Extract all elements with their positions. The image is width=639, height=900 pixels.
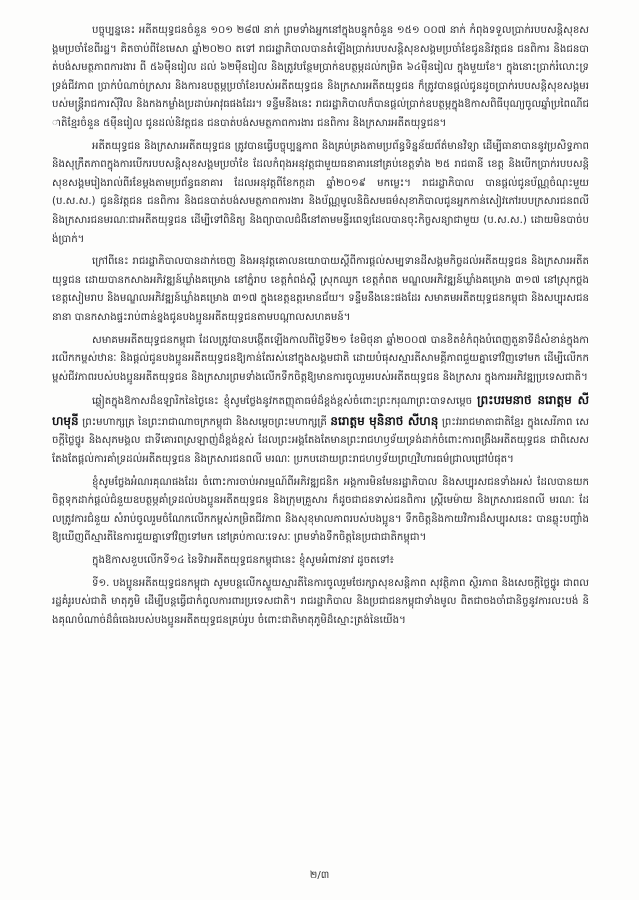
page-number: ២/៣: [309, 870, 330, 881]
paragraph-5-tail: ព្រះវររាជមាតាជាតិខ្មែរ ក្នុងសេរីភាព សេចក្តីថ្លៃថ្នូរ និងសុភមង្គល ជាទីគោរពស្រឡាញ់ដ៏ខ្ពង់ខ្ពស់ ដែលព្រះអង្គតែងតែមានព្រះរាជហឫទ័យទ្រង់ដាក់ចំពោះការពង្រឹងអតីតយុទ្ធជន ជាពិសេសតែងតែផ្តល់ការគាំទ្រដល់អតីតយុទ្ធជន និងក្រសារជនពលី មរណៈ ប្រកបដោយព្រះរាជហឫទ័យព្រហ្មវិហារធម៌ជ្រាលជ្រៅបំផុត។: [52, 416, 589, 466]
paragraph-2: អតីតយុទ្ធជន និងក្រសារអតីតយុទ្ធជន ត្រូវបានធ្វើបច្ចុប្បន្នភាព និងគ្រប់គ្រងតាមប្រព័ន្ធទិន្នន័យព័ត៌មានវិទ្យា ដើម្បីធានាបាននូវប្រសិទ្ធភាព និងសុក្រឹតភាពក្នុងការបើករបបសន្តិសុខសង្គមប្រចាំខែ ដែលកំពុងអនុវត្តជាមួយធនាគារនៅគ្រប់ខេត្តទាំង ២៥ រាជធានី ខេត្ត និងបើកប្រាក់របបសន្តិសុខសង្គមរៀងរាល់ពីរខែម្តងតាមប្រព័ន្ធធនាគារ ដែលអនុវត្តពីខែកក្កដា ឆ្នាំ២០១៩ មកម្លេះ។ រាជរដ្ឋាភិបាល បានផ្តល់ជូនប័ណ្ណចំណុះមួយ (ប.ស.ស.) ជូននិវត្តជន ជនពិការ និងជនបាត់បង់សមត្ថភាពការងារ និងប័ណ្ណមូលនិធិសមធម៌សុខាភិបាលជូនអ្នកកាន់សៀវភៅរបបក្រសារជនពលី និងក្រសារជនមរណៈជាអតីតយុទ្ធជន ដើម្បីទៅពិនិត្យ និងព្យាបាលជំងឺនៅតាមមន្ទីរពេទ្យដែលបានចុះកិច្ចសន្យាជាមួយ (ប.ស.ស.) ដោយមិនបាច់បង់ប្រាក់។: [52, 140, 589, 245]
paragraph-8: ទី១. បងប្អូនអតីតយុទ្ធជនកម្ពុជា សូមបន្តលើកស្ទួយស្មារតីនៃការចូលរួមថែរក្សាសុខសន្តិភាព សុវត្ថិភាព ស្ថិរភាព និងសេចក្តីថ្លៃថ្នូរ ជាពលរដ្ឋគំរូរបស់ជាតិ មាតុភូមិ ដើម្បីបន្តធ្វើជាកំពូលការពារប្រទេសជាតិ។ រាជរដ្ឋាភិបាល និងប្រជាជនកម្ពុជាទាំងមូល ពិតជាចងចាំជានិច្ចនូវការលះបង់ និងគុណបំណាច់ដ៏ធំធេងរបស់បងប្អូនអតីតយុទ្ធជនគ្រប់រូប ចំពោះជាតិមាតុភូមិដ៏ស្មោះត្រង់នៃយើង។: [52, 577, 589, 626]
paragraph-5-lead: ឆ្លៀតក្នុងឱកាសដ៏ឧឡារិកនៃថ្ងៃនេះ ខ្ញុំសូមថ្លែងនូវកតញ្ញុតាធម៌ដ៏ខ្ពង់ខ្ពស់ចំពោះព្រះករុណាព្រះបាទសម្តេច: [92, 396, 473, 408]
paragraph-7: ក្នុងឱកាសខួបលើកទី១៤ នៃទិវាអតីតយុទ្ធជនកម្ពុជានេះ ខ្ញុំសូមអំពាវនាវ ដូចតទៅ៖: [92, 555, 394, 567]
queen-mother-name: នរោត្តម មុនិនាថ សីហនុ: [330, 413, 439, 428]
paragraph-4: សមាគមអតីតយុទ្ធជនកម្ពុជា ដែលត្រូវបានបង្កើតឡើងកាលពីថ្ងៃទី២១ ខែមិថុនា ឆ្នាំ២០០៧ បានខិតខំកំពុងបំពេញតួនាទីដ៏សំខាន់ក្នុងការលើកកម្ពស់ឋានៈ និងផ្តល់ជូនបងប្អូនអតីតយុទ្ធជនឱ្យកាន់តែរស់នៅក្នុងសង្គមជាតិ ដោយបំផុសស្មារតីសាមគ្គីភាពជួយគ្នាទៅវិញទៅមក ដើម្បីលើកកម្ពស់ជីវភាពរបស់បងប្អូនអតីតយុទ្ធជន និងក្រសារព្រមទាំងលើកទឹកចិត្តឱ្យមានការចូលរួមរបស់អតីតយុទ្ធជន និងក្រសារ ក្នុងការអភិវឌ្ឍប្រទេសជាតិ។: [52, 334, 589, 383]
paragraph-6: ខ្ញុំសូមថ្លែងអំណរគុណផងដែរ ចំពោះការចាប់អារម្មណ៍ពីអភិវឌ្ឍជនិក អង្គការមិនមែនរដ្ឋាភិបាល និងសប្បុរសជនទាំងអស់ ដែលបានយកចិត្តទុកដាក់ផ្តល់ជំនួយឧបត្ថម្ភគាំទ្រដល់បងប្អូនអតីតយុទ្ធជន និងក្រុមគ្រួសារ ក៏ដូចជាជនទាស់ជនពិការ ស្ត្រីមេម៉ាយ និងក្រសារជនពលី មរណៈ ដែលត្រូវការជំនួយ សំរាប់ចូលរួមចំណែកលើកកម្ពស់កម្រិតជីវភាព និងសុខុមាលភាពរបស់បងប្អូន។ ទឹកចិត្តនិងកាយវិការដ៏សប្បុរសនេះ បានឆ្លុះបញ្ចាំងឱ្យឃើញពីស្មារតីនៃការជួយគ្នាទៅវិញទៅមក នៅគ្រប់កាលៈទេសៈ ព្រមទាំងទឹកចិត្តនៃប្រជាជាតិកម្ពុជា។: [52, 476, 589, 544]
paragraph-3: ក្រៅពីនេះ រាជរដ្ឋាភិបាលបានដាក់ចេញ និងអនុវត្តគោលនយោបាយស្តីពីការផ្តល់សម្បទានដីសង្គមកិច្ចដល់អតីតយុទ្ធជន និងក្រសារអតីតយុទ្ធជន ដោយបានកសាងអភិវឌ្ឍន៍ឃ្លាំងគម្រោង នៅភ្នំរាប ខេត្តកំពង់ស្ពឺ ស្រុកឈូក ខេត្តកំពត មណ្ឌលអភិវឌ្ឍន៍ឃ្លាំងគម្រោង ៣១៧ នៅស្រុកថ្ពង ខេត្តសៀមរាប និងមណ្ឌលអភិវឌ្ឍន៍ឃ្លាំងគម្រោង ៣១៧ ក្នុងខេត្តឧត្តរមានជ័យ។ ទន្ទឹមនឹងនេះផងដែរ សមាគមអតីតយុទ្ធជនកម្ពុជា និងសប្បុរសជននានា បានកសាងផ្ទះរាប់ពាន់ខ្នងជូនបងប្អូនអតីតយុទ្ធជនតាមបណ្តាលសហគមន៍។: [52, 256, 589, 323]
paragraph-5: [52, 391, 589, 469]
king-name: ព្រះបរមនាថ នរោត្តម សីហមុនី: [52, 393, 589, 428]
paragraph-5-middle: ព្រះមហាក្សត្រ នៃព្រះរាជាណាចក្រកម្ពុជា និងសម្តេចព្រះមហាក្សត្រី: [82, 416, 327, 428]
paragraph-1: បច្ចុប្បន្ននេះ អតីតយុទ្ធជនចំនួន ១០១ ២៨៧ នាក់ ព្រមទាំងអ្នកនៅក្នុងបន្ទុកចំនួន ១៥១ ០០៧ នាក់ កំពុងទទួលប្រាក់របបសន្តិសុខសង្គមប្រចាំខែពីរដ្ឋ។ គិតចាប់ពីខែមេសា ឆ្នាំ២០២០ តទៅ រាជរដ្ឋាភិបាលបានតំឡើងប្រាក់របបសន្តិសុខសង្គមប្រចាំខែជូននិវត្តជន ជនពិការ និងជនបាត់បង់សមត្ថភាពការងារ ពី ៥៦ម៉ឺនរៀល ដល់ ៦២ម៉ឺនរៀល និងត្រូវបន្ថែមប្រាក់ឧបត្ថម្ភដល់កម្រិត ៦៤ម៉ឺនរៀល ក្នុងមួយខែ។ ក្នុងនោះប្រាក់រំលោះទ្រទ្រង់ជីវភាព ប្រាក់បំណាច់ក្រសារ និងការឧបត្ថម្ភប្រចាំខែរបស់អតីតយុទ្ធជន និងក្រសារអតីតយុទ្ធជន ក៏ត្រូវបានផ្តល់ជូនដូចប្រាក់របបសន្តិសុខសង្គមរបស់មន្ត្រីរាជការស៊ីវិល និងកងកម្លាំងប្រដាប់អាវុធផងដែរ។ ទន្ទឹមនឹងនេះ រាជរដ្ឋាភិបាលក៏បានផ្តល់ប្រាក់ឧបត្ថម្ភក្នុងឱកាសពិធីបុណ្យចូលឆ្នាំប្រពៃណីជាតិខ្មែរចំនួន ៥ម៉ឺនរៀល ជូនដល់និវត្តជន ជនបាត់បង់សមត្ថភាពការងារ ជនពិការ និងក្រសារអតីតយុទ្ធជន។: [52, 25, 589, 129]
